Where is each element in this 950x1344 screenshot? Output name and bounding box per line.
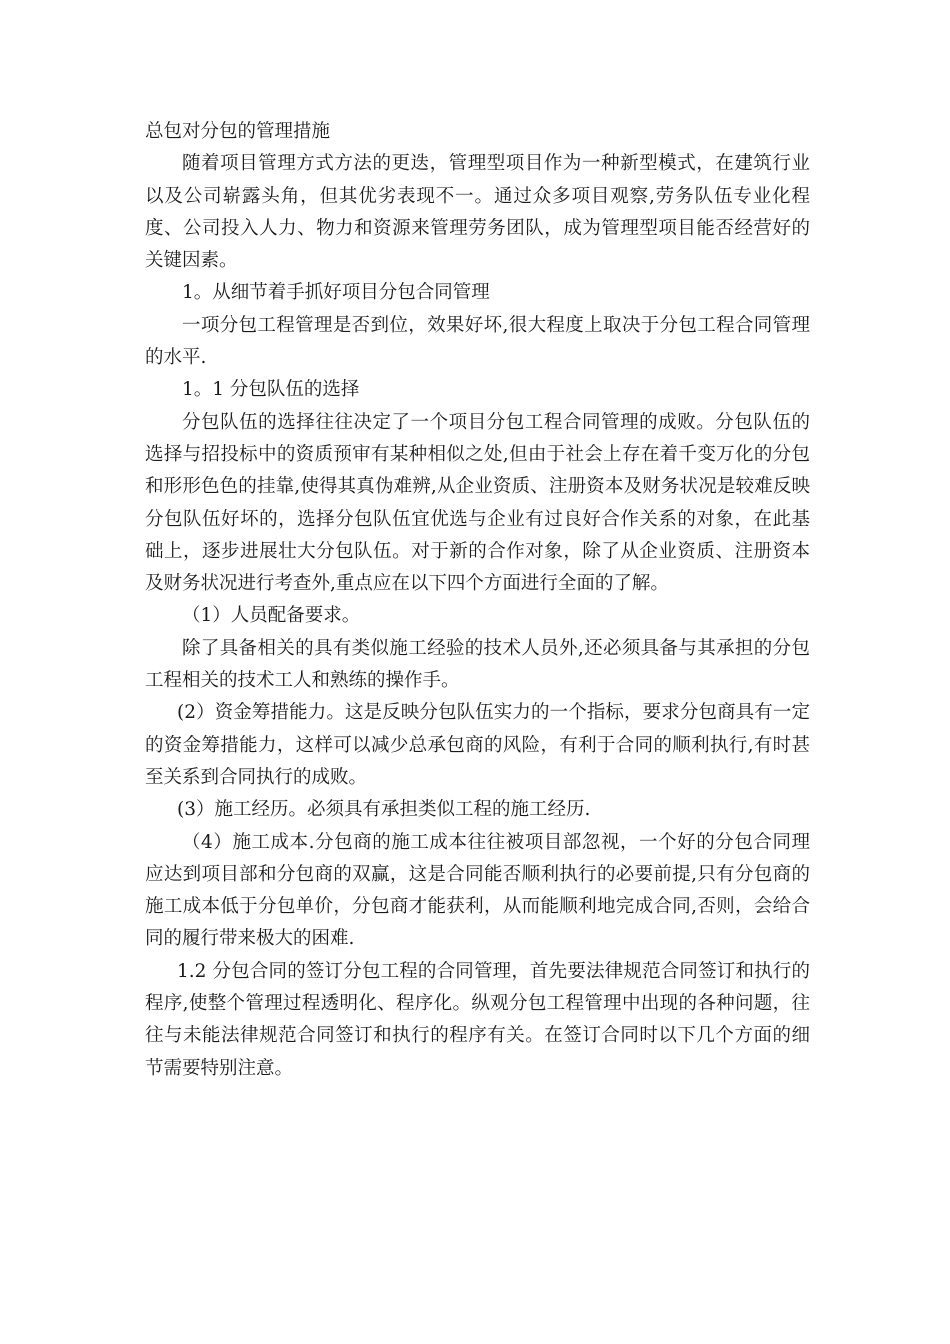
paragraph-contract-level: 一项分包工程管理是否到位，效果好坏,很大程度上取决于分包工程合同管理的水平. [145,314,810,369]
list-item-staffing: （1）人员配备要求。 [182,605,361,627]
paragraph-team-selection: 分包队伍的选择往往决定了一个项目分包工程合同管理的成败。分包队伍的选择与招投标中的资质预审有某种相似之处,但由于社会上存在着千变万化的分包和形形色色的挂靠,使得其真伪难辨,从企业资质、注册资本及财务状况是较难反映分包队伍好坏的，选择分包队伍宜优选与企业有过良好合作关系的对象，在此基础上，逐步进展壮大分包队伍。对于新的合作对象，除了从企业资质、注册资本及财务状况进行考查外,重点应在以下四个方面进行全面的了解。 [145,411,810,595]
document-title: 总包对分包的管理措施 [145,121,331,142]
list-item-funding: (2）资金筹措能力。这是反映分包队伍实力的一个指标，要求分包商具有一定的资金筹措能力，这样可以减少总承包商的风险，有利于合同的顺利执行,有时甚至关系到合同执行的成败。 [145,702,810,788]
section-heading-1-1: 1。1 分包队伍的选择 [182,379,360,401]
list-item-experience: (3）施工经历。必须具有承担类似工程的施工经历. [177,799,591,821]
section-heading-1: 1。从细节着手抓好项目分包合同管理 [182,282,490,304]
document-body [145,116,810,1085]
paragraph-intro: 随着项目管理方式方法的更迭，管理型项目作为一种新型模式，在建筑行业以及公司崭露头角，但其优劣表现不一。通过众多项目观察,劳务队伍专业化程度、公司投入人力、物力和资源来管理劳务团队，成为管理型项目能否经营好的关键因素。 [145,153,810,272]
paragraph-staffing-detail: 除了具备相关的具有类似施工经验的技术人员外,还必须具备与其承担的分包工程相关的技术工人和熟练的操作手。 [145,637,810,692]
list-item-cost: （4）施工成本.分包商的施工成本往往被项目部忽视，一个好的分包合同理应达到项目部和分包商的双赢，这是合同能否顺利执行的必要前提,只有分包商的施工成本低于分包单价，分包商才能获利，从而能顺利地完成合同,否则，会给合同的履行带来极大的困难. [145,831,810,950]
section-heading-1-2: 1.2 分包合同的签订分包工程的合同管理，首先要法律规范合同签订和执行的程序,使整个管理过程透明化、程序化。纵观分包工程管理中出现的各种问题，往往与未能法律规范合同签订和执行的程序有关。在签订合同时以下几个方面的细节需要特别注意。 [145,960,810,1079]
